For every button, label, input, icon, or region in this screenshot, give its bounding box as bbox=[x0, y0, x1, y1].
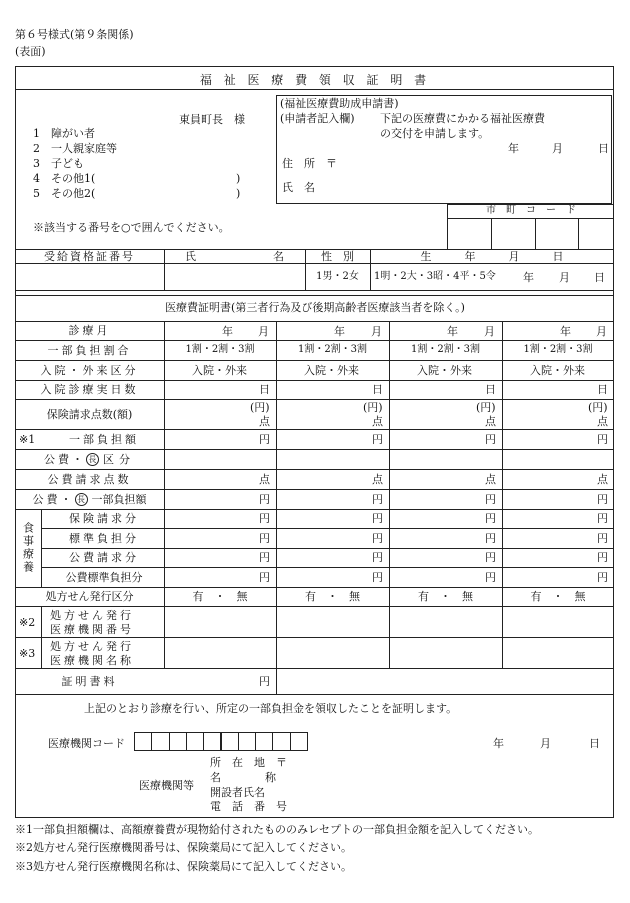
meal-row-label: 公費標準負担分 bbox=[65, 570, 143, 584]
category-5-close: ) bbox=[236, 187, 241, 200]
month-year-cell[interactable]: 年 bbox=[447, 325, 458, 338]
sex-header: 性 別 bbox=[321, 249, 354, 263]
inst-label: 医療機関等 bbox=[139, 779, 194, 792]
city-code-label: 市 町 コ ー ド bbox=[486, 205, 576, 216]
rule bbox=[41, 606, 42, 668]
m1-cell[interactable]: 円 bbox=[597, 432, 608, 446]
row-label-public-points: 公費請求点数 bbox=[47, 472, 132, 486]
medical-section-title: 医療費証明書(第三者行為及び後期高齢者医療該当者を除く。) bbox=[165, 301, 465, 314]
meal-cell[interactable]: 円 bbox=[372, 531, 383, 545]
row-label-public-burden bbox=[15, 489, 164, 509]
cert-year: 年 bbox=[493, 737, 504, 750]
inst-founder[interactable]: 開設者氏名 bbox=[210, 786, 265, 799]
request-line-1: 下記の医療費にかかる福祉医療費 bbox=[380, 112, 545, 125]
name-field[interactable]: 氏 名 bbox=[282, 181, 315, 194]
category-2: 2 一人親家庭等 bbox=[33, 142, 117, 155]
meal-cell[interactable]: 円 bbox=[372, 551, 383, 564]
meal-cell[interactable]: 円 bbox=[372, 570, 383, 584]
cert-day: 日 bbox=[589, 737, 600, 750]
code-box[interactable] bbox=[186, 732, 204, 751]
code-box[interactable] bbox=[203, 732, 221, 751]
meal-cell[interactable]: 円 bbox=[597, 570, 608, 584]
code-box[interactable] bbox=[272, 732, 290, 751]
days-cell[interactable]: 日 bbox=[259, 383, 270, 396]
public-points-cell[interactable]: 点 bbox=[485, 472, 496, 486]
cert-statement: 上記のとおり診療を行い、所定の一部負担金を領収したことを証明します。 bbox=[84, 702, 458, 715]
points-unit-yen[interactable]: (円) bbox=[588, 401, 608, 414]
row-label-cert-fee: 証明書料 bbox=[61, 674, 118, 688]
meal-cell[interactable]: 円 bbox=[597, 512, 608, 525]
inout-cell[interactable]: 入院・外来 bbox=[304, 363, 359, 377]
rule bbox=[491, 218, 492, 249]
points-unit-point[interactable]: 点 bbox=[259, 415, 270, 428]
meal-cell[interactable]: 円 bbox=[259, 551, 270, 564]
cert-month: 月 bbox=[540, 737, 551, 750]
row-label-presc: 処方せん発行区分 bbox=[45, 590, 134, 603]
public-points-cell[interactable]: 点 bbox=[597, 472, 608, 486]
code-box[interactable] bbox=[290, 732, 308, 751]
rule bbox=[15, 89, 614, 90]
public-burden-cell[interactable]: 円 bbox=[597, 492, 608, 506]
label-part: 区分 bbox=[103, 452, 135, 466]
row-label-m2-2: 医療機関番号 bbox=[50, 623, 134, 636]
inout-cell[interactable]: 入院・外来 bbox=[417, 363, 472, 377]
rule bbox=[15, 637, 614, 638]
month-year-cell[interactable]: 年 bbox=[222, 325, 233, 338]
public-points-cell[interactable]: 点 bbox=[372, 472, 383, 486]
row-label-public-class bbox=[15, 449, 164, 469]
apply-month: 月 bbox=[552, 142, 563, 155]
apply-day: 日 bbox=[598, 142, 609, 155]
rule bbox=[578, 218, 579, 249]
era-value[interactable]: 1明・2大・3昭・4平・5令 bbox=[374, 270, 496, 282]
code-box[interactable] bbox=[169, 732, 187, 751]
public-burden-cell[interactable]: 円 bbox=[485, 492, 496, 506]
row-label-month: 診療月 bbox=[68, 324, 111, 337]
code-box[interactable] bbox=[134, 732, 152, 751]
ratio-cell[interactable]: 1割・2割・3割 bbox=[410, 344, 481, 355]
code-box[interactable] bbox=[238, 732, 256, 751]
m1-cell[interactable]: 円 bbox=[485, 432, 496, 446]
inst-name[interactable]: 名 称 bbox=[210, 771, 276, 784]
meal-cell[interactable]: 円 bbox=[372, 512, 383, 525]
form-number: 第６号様式(第９条関係) bbox=[15, 28, 134, 41]
category-1: 1 障がい者 bbox=[33, 127, 95, 140]
meal-cell[interactable]: 円 bbox=[597, 551, 608, 564]
meal-cell[interactable]: 円 bbox=[259, 531, 270, 545]
circle-note: ※該当する番号を○で囲んでください。 bbox=[33, 221, 230, 234]
meal-cell[interactable]: 円 bbox=[485, 551, 496, 564]
addressee: 東員町長 様 bbox=[179, 113, 245, 126]
page-title: 福 祉 医 療 費 領 収 証 明 書 bbox=[199, 73, 431, 87]
rule bbox=[15, 606, 614, 607]
rule bbox=[15, 295, 614, 296]
circled-char: 長 bbox=[75, 493, 88, 506]
points-unit-point[interactable]: 点 bbox=[372, 415, 383, 428]
circled-char: 長 bbox=[86, 453, 99, 466]
label-part: 公費・ bbox=[32, 492, 75, 506]
code-box[interactable] bbox=[221, 732, 239, 751]
row-label-inout: 入院・外来区分 bbox=[40, 363, 139, 377]
meal-row-label: 保険請求分 bbox=[69, 512, 139, 525]
birth-month: 月 bbox=[559, 271, 570, 284]
month-year-cell[interactable]: 年 bbox=[334, 325, 345, 338]
address-field[interactable]: 住 所 〒 bbox=[282, 157, 337, 170]
request-line-2: の交付を申請します。 bbox=[380, 127, 490, 140]
presc-cell[interactable]: 有 ・ 無 bbox=[192, 590, 248, 603]
row-label-m2-1: 処方せん発行 bbox=[50, 609, 134, 622]
inst-address[interactable]: 所 在 地 〒 bbox=[210, 756, 287, 769]
public-burden-cell[interactable]: 円 bbox=[259, 492, 270, 506]
month-month-cell[interactable]: 月 bbox=[596, 325, 607, 338]
birth-header: 生 年 月 日 bbox=[420, 249, 564, 263]
ratio-cell[interactable]: 1割・2割・3割 bbox=[297, 344, 368, 355]
inout-cell[interactable]: 入院・外来 bbox=[192, 363, 247, 377]
row-label-m1: 一部負担額 bbox=[69, 432, 139, 446]
birth-year: 年 bbox=[523, 271, 534, 284]
category-4: 4 その他1( bbox=[33, 172, 96, 185]
footnote-3: ※3処方せん発行医療機関名称は、保険薬局にて記入してください。 bbox=[15, 860, 352, 873]
label-part: 一部負担額 bbox=[91, 492, 147, 506]
rule bbox=[535, 218, 536, 249]
m1-cell[interactable]: 円 bbox=[259, 432, 270, 446]
meal-row-label: 公費請求分 bbox=[69, 551, 139, 564]
month-year-cell[interactable]: 年 bbox=[560, 325, 571, 338]
presc-cell[interactable]: 有 ・ 無 bbox=[305, 590, 360, 603]
name-header: 氏 名 bbox=[185, 249, 284, 263]
days-cell[interactable]: 日 bbox=[485, 383, 496, 396]
days-cell[interactable]: 日 bbox=[597, 383, 608, 396]
points-unit-point[interactable]: 点 bbox=[597, 415, 608, 428]
meal-cell[interactable]: 円 bbox=[597, 531, 608, 545]
code-box[interactable] bbox=[151, 732, 169, 751]
public-burden-cell[interactable]: 円 bbox=[372, 492, 383, 506]
rule bbox=[447, 218, 614, 219]
meal-row-label: 標準負担分 bbox=[69, 531, 139, 545]
rule bbox=[276, 668, 277, 694]
row-label-days: 入院診療実日数 bbox=[40, 383, 139, 396]
meal-cell[interactable]: 円 bbox=[259, 512, 270, 525]
month-month-cell[interactable]: 月 bbox=[484, 325, 495, 338]
meal-cell[interactable]: 円 bbox=[259, 570, 270, 584]
points-unit-point[interactable]: 点 bbox=[485, 415, 496, 428]
row-label-points: 保険請求点数(額) bbox=[46, 407, 133, 421]
row-mark-2: ※2 bbox=[19, 616, 36, 629]
cert-no-header: 受給資格証番号 bbox=[44, 249, 135, 263]
month-month-cell[interactable]: 月 bbox=[258, 325, 269, 338]
applicant-column: (申請者記入欄) bbox=[280, 112, 355, 125]
meal-cell[interactable]: 円 bbox=[485, 531, 496, 545]
footnote-1: ※1一部負担額欄は、高額療養費が現物給付されたもののみレセプトの一部負担金額を記入してください。 bbox=[15, 823, 539, 836]
points-unit-yen[interactable]: (円) bbox=[476, 401, 496, 414]
rule bbox=[15, 290, 614, 291]
label-part: 公費・ bbox=[44, 452, 86, 466]
form-side: (表面) bbox=[15, 45, 46, 58]
ratio-cell[interactable]: 1割・2割・3割 bbox=[185, 344, 255, 355]
birth-day: 日 bbox=[594, 271, 605, 284]
days-cell[interactable]: 日 bbox=[372, 383, 383, 396]
code-box[interactable] bbox=[255, 732, 273, 751]
code-label: 医療機関コード bbox=[48, 737, 125, 750]
month-month-cell[interactable]: 月 bbox=[371, 325, 382, 338]
row-mark-1: ※1 bbox=[19, 433, 36, 446]
application-title: (福祉医療費助成申請書) bbox=[280, 97, 399, 110]
rule bbox=[15, 694, 614, 695]
meal-cell[interactable]: 円 bbox=[485, 512, 496, 525]
inout-cell[interactable]: 入院・外来 bbox=[530, 363, 585, 377]
points-unit-yen[interactable]: (円) bbox=[363, 401, 383, 414]
category-5: 5 その他2( bbox=[33, 187, 96, 200]
category-4-close: ) bbox=[236, 172, 241, 185]
sex-value[interactable]: 1男・2女 bbox=[316, 270, 359, 282]
meal-group-label: 食事療養 bbox=[21, 522, 35, 574]
m1-cell[interactable]: 円 bbox=[372, 432, 383, 446]
presc-cell[interactable]: 有 ・ 無 bbox=[530, 590, 586, 603]
meal-cell[interactable]: 円 bbox=[485, 570, 496, 584]
row-label-burden-ratio: 一部負担割合 bbox=[47, 343, 132, 357]
row-label-m3-2: 医療機関名称 bbox=[50, 654, 134, 667]
presc-cell[interactable]: 有 ・ 無 bbox=[418, 590, 473, 603]
category-3: 3 子ども bbox=[33, 157, 84, 170]
row-label-m3-1: 処方せん発行 bbox=[50, 640, 134, 653]
rule bbox=[41, 509, 42, 587]
row-mark-3: ※3 bbox=[19, 647, 36, 660]
footnote-2: ※2処方せん発行医療機関番号は、保険薬局にて記入してください。 bbox=[15, 841, 352, 854]
apply-year: 年 bbox=[508, 142, 519, 155]
points-unit-yen[interactable]: (円) bbox=[250, 401, 270, 414]
inst-phone[interactable]: 電 話 番 号 bbox=[210, 800, 287, 813]
ratio-cell[interactable]: 1割・2割・3割 bbox=[523, 344, 593, 355]
public-points-cell[interactable]: 点 bbox=[259, 472, 270, 486]
cert-fee-cell[interactable]: 円 bbox=[259, 674, 270, 688]
